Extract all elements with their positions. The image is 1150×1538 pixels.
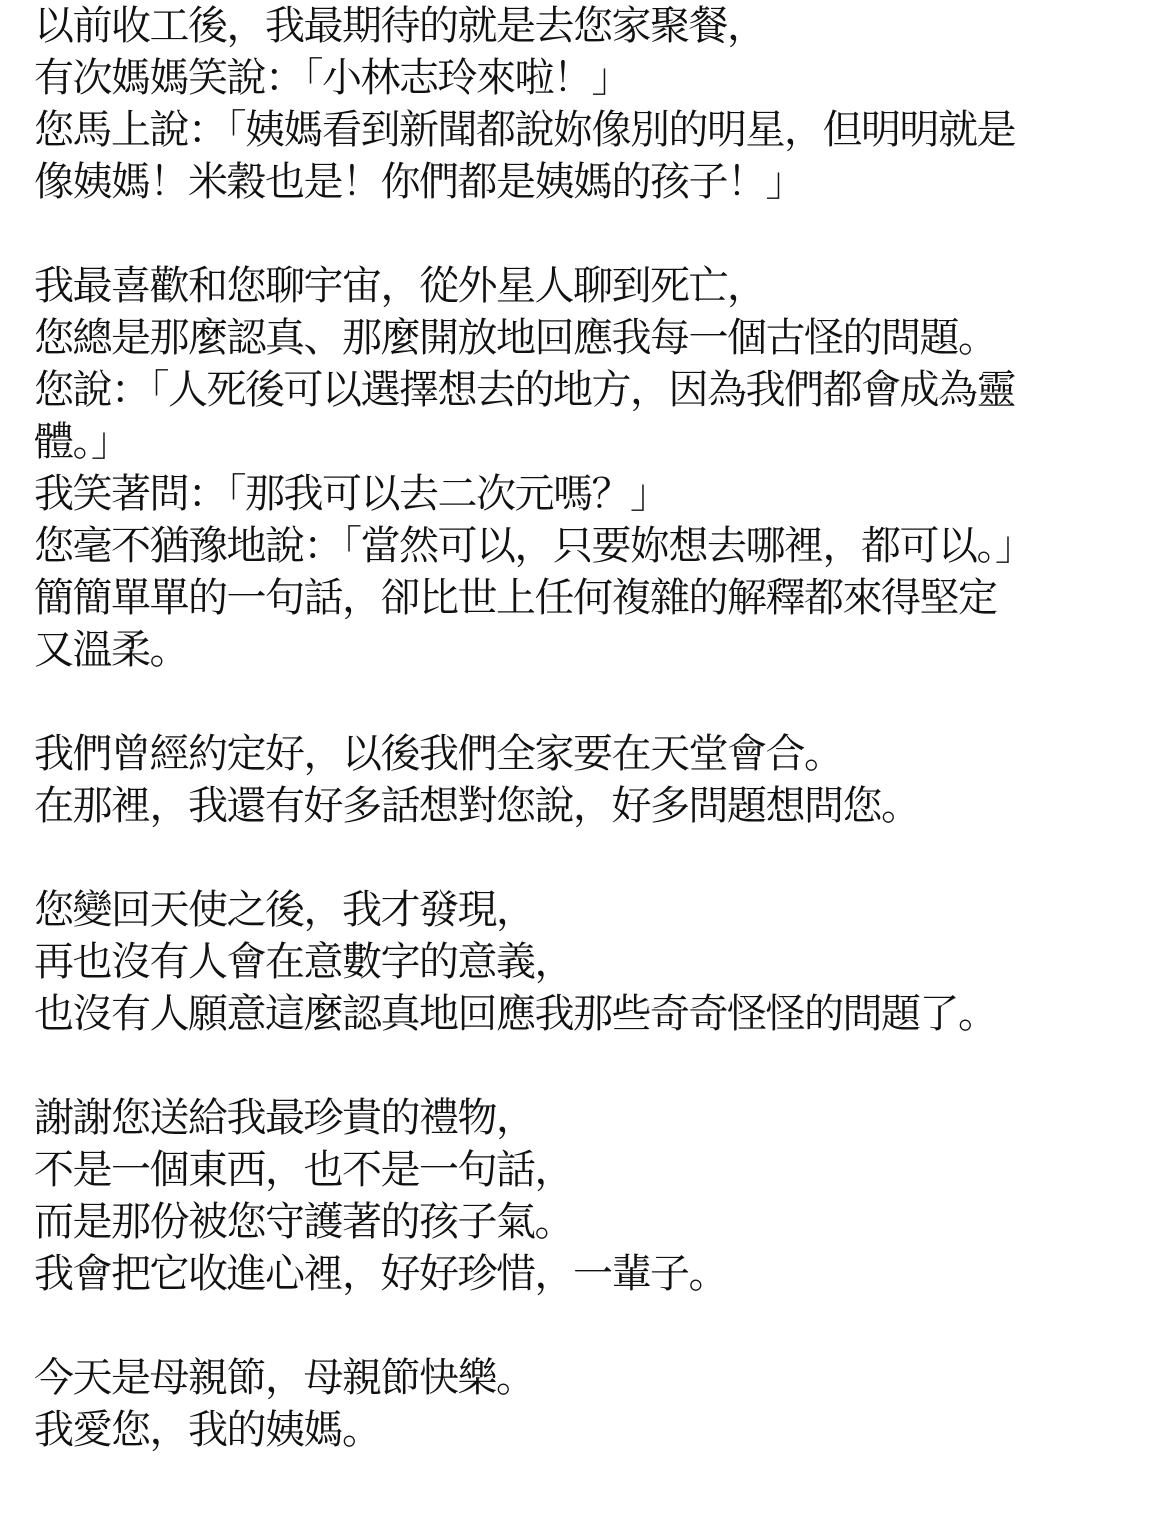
paragraph-mothers-day <box>34 1352 1134 1456</box>
text-line: 您毫不猶豫地說：「當然可以，只要妳想去哪裡，都可以。」 <box>34 523 1034 569</box>
paragraph-family-dinner <box>34 0 1134 208</box>
text-line: 再也沒有人會在意數字的意義， <box>34 939 573 985</box>
paragraph-heaven-promise <box>34 728 1134 832</box>
text-line: 您說：「人死後可以選擇想去的地方，因為我們都會成為靈 <box>34 367 1015 413</box>
paragraph-universe-talk <box>34 260 1134 676</box>
text-line: 簡簡單單的一句話，卻比世上任何複雜的解釋都來得堅定 <box>34 575 997 621</box>
text-line: 您馬上說：「姨媽看到新聞都說妳像別的明星，但明明就是 <box>34 107 1015 153</box>
text-line: 您變回天使之後，我才發現， <box>34 887 535 933</box>
text-line: 以前收工後，我最期待的就是去您家聚餐， <box>34 3 766 49</box>
paragraph-angel <box>34 884 1134 1040</box>
text-line: 我最喜歡和您聊宇宙，從外星人聊到死亡， <box>34 263 766 309</box>
text-line: 又溫柔。 <box>34 627 188 673</box>
text-line: 今天是母親節，母親節快樂。 <box>34 1355 535 1401</box>
text-line: 我愛您，我的姨媽。 <box>34 1407 381 1453</box>
text-line: 您總是那麼認真、那麼開放地回應我每一個古怪的問題。 <box>34 315 997 361</box>
text-line: 而是那份被您守護著的孩子氣。 <box>34 1199 573 1245</box>
text-line: 體。」 <box>34 419 130 465</box>
letter-document <box>34 0 1134 1456</box>
text-line: 我笑著問：「那我可以去二次元嗎？」 <box>34 471 669 517</box>
text-line: 也沒有人願意這麼認真地回應我那些奇奇怪怪的問題了。 <box>34 991 997 1037</box>
text-line: 像姨媽！米穀也是！你們都是姨媽的孩子！」 <box>34 159 804 205</box>
text-line: 我會把它收進心裡，好好珍惜，一輩子。 <box>34 1251 727 1297</box>
paragraph-gift <box>34 1092 1134 1300</box>
text-line: 有次媽媽笑說：「小林志玲來啦！」 <box>34 55 630 101</box>
text-line: 我們曾經約定好，以後我們全家要在天堂會合。 <box>34 731 843 777</box>
text-line: 不是一個東西，也不是一句話， <box>34 1147 573 1193</box>
text-line: 謝謝您送給我最珍貴的禮物， <box>34 1095 535 1141</box>
text-line: 在那裡，我還有好多話想對您說，好多問題想問您。 <box>34 783 920 829</box>
